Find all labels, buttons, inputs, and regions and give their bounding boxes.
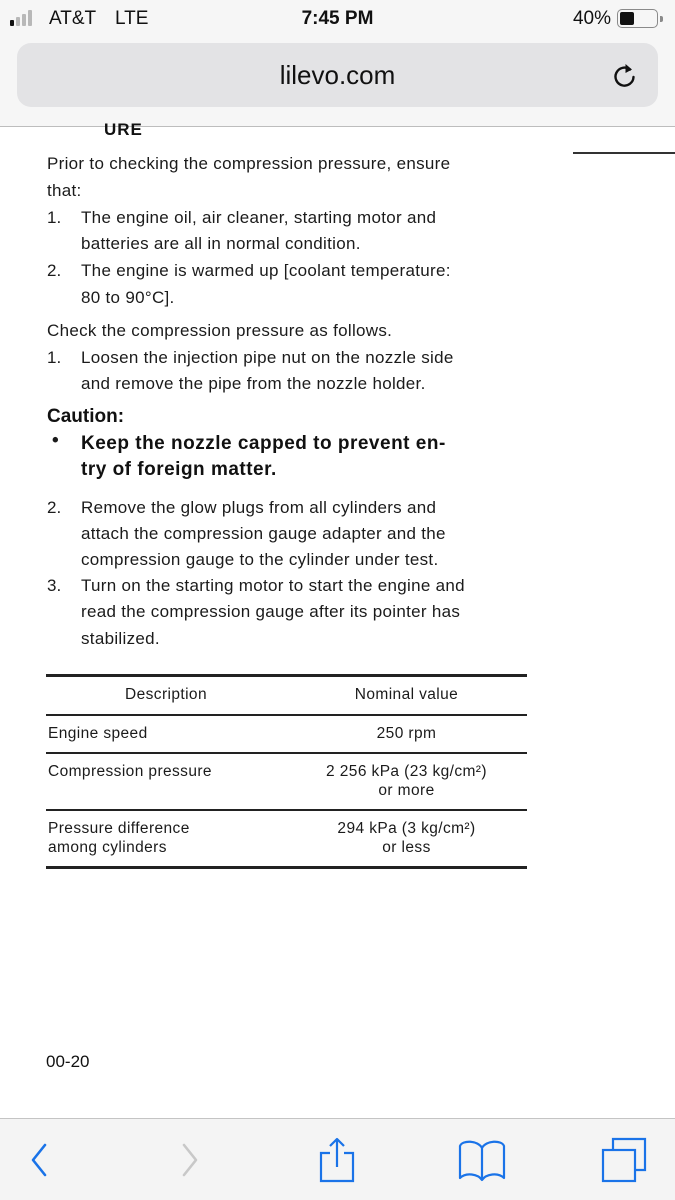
step-text: compression gauge to the cylinder under test.: [81, 550, 439, 569]
page-number: 00-20: [46, 1052, 90, 1071]
table-cell-value: 294 kPa (3 kg/cm²): [337, 820, 476, 837]
caution-text: try of foreign matter.: [81, 459, 277, 480]
section-heading-partial: URE: [104, 120, 143, 139]
caution-bullet: •: [52, 430, 59, 451]
status-time: 7:45 PM: [301, 8, 374, 29]
carrier-name: AT&T: [49, 8, 97, 29]
bookmarks-button[interactable]: [457, 1137, 507, 1183]
browser-toolbar: [0, 1118, 675, 1200]
forward-icon: [179, 1142, 201, 1178]
battery-icon: [617, 9, 658, 28]
list-item-text: batteries are all in normal condition.: [81, 234, 361, 253]
list-number: 1.: [47, 208, 62, 227]
table-rule: [46, 809, 527, 811]
battery-percentage: 40%: [572, 8, 611, 29]
list-number: 1.: [47, 348, 62, 367]
network-type: LTE: [115, 8, 149, 29]
table-cell-value: or more: [378, 782, 435, 799]
tabs-button[interactable]: [599, 1137, 649, 1183]
intro-line: that:: [47, 181, 82, 200]
table-rule: [46, 866, 527, 869]
back-button[interactable]: [14, 1137, 64, 1183]
reload-icon[interactable]: [610, 60, 640, 90]
step-text: Turn on the starting motor to start the engine and: [81, 576, 465, 595]
table-rule: [46, 714, 527, 716]
list-number: 3.: [47, 576, 62, 595]
share-icon: [317, 1137, 357, 1183]
step-text: attach the compression gauge adapter and the: [81, 524, 446, 543]
step-text: Loosen the injection pipe nut on the nozzle side: [81, 348, 454, 367]
table-rule: [46, 752, 527, 754]
table-cell-description: among cylinders: [48, 839, 167, 856]
step-text: stabilized.: [81, 629, 160, 648]
share-button[interactable]: [312, 1137, 362, 1183]
battery-fill: [620, 12, 634, 25]
url-text[interactable]: lilevo.com: [279, 60, 396, 90]
table-rule: [46, 674, 527, 677]
list-item-text: The engine oil, air cleaner, starting motor and: [81, 208, 437, 227]
step-text: Remove the glow plugs from all cylinders and: [81, 498, 437, 517]
table-header-value: Nominal value: [354, 686, 459, 703]
procedure-intro: Check the compression pressure as follows.: [47, 321, 393, 340]
status-bar: [0, 0, 675, 38]
intro-line: Prior to checking the compression pressure, ensure: [47, 154, 451, 173]
table-cell-description: Pressure difference: [48, 820, 190, 837]
caution-text: Keep the nozzle capped to prevent en-: [81, 433, 446, 454]
document-page: [0, 120, 675, 1118]
step-text: read the compression gauge after its pointer has: [81, 602, 461, 621]
list-item-text: 80 to 90°C].: [81, 288, 175, 307]
bookmarks-icon: [458, 1138, 506, 1182]
table-cell-value: or less: [382, 839, 431, 856]
browser-chrome-top: [0, 0, 675, 127]
back-icon: [28, 1142, 50, 1178]
list-number: 2.: [47, 498, 62, 517]
tabs-icon: [600, 1137, 648, 1183]
margin-rule: [573, 152, 675, 154]
table-header-description: Description: [125, 686, 207, 703]
list-number: 2.: [47, 261, 62, 280]
table-cell-value: 250 rpm: [376, 725, 437, 742]
table-cell-value: 2 256 kPa (23 kg/cm²): [326, 763, 487, 780]
address-bar[interactable]: [17, 43, 658, 107]
forward-button[interactable]: [165, 1137, 215, 1183]
caution-title: Caution:: [47, 406, 125, 427]
step-text: and remove the pipe from the nozzle holder.: [81, 374, 426, 393]
table-cell-description: Compression pressure: [48, 763, 212, 780]
list-item-text: The engine is warmed up [coolant temperature:: [81, 261, 451, 280]
table-cell-description: Engine speed: [48, 725, 148, 742]
